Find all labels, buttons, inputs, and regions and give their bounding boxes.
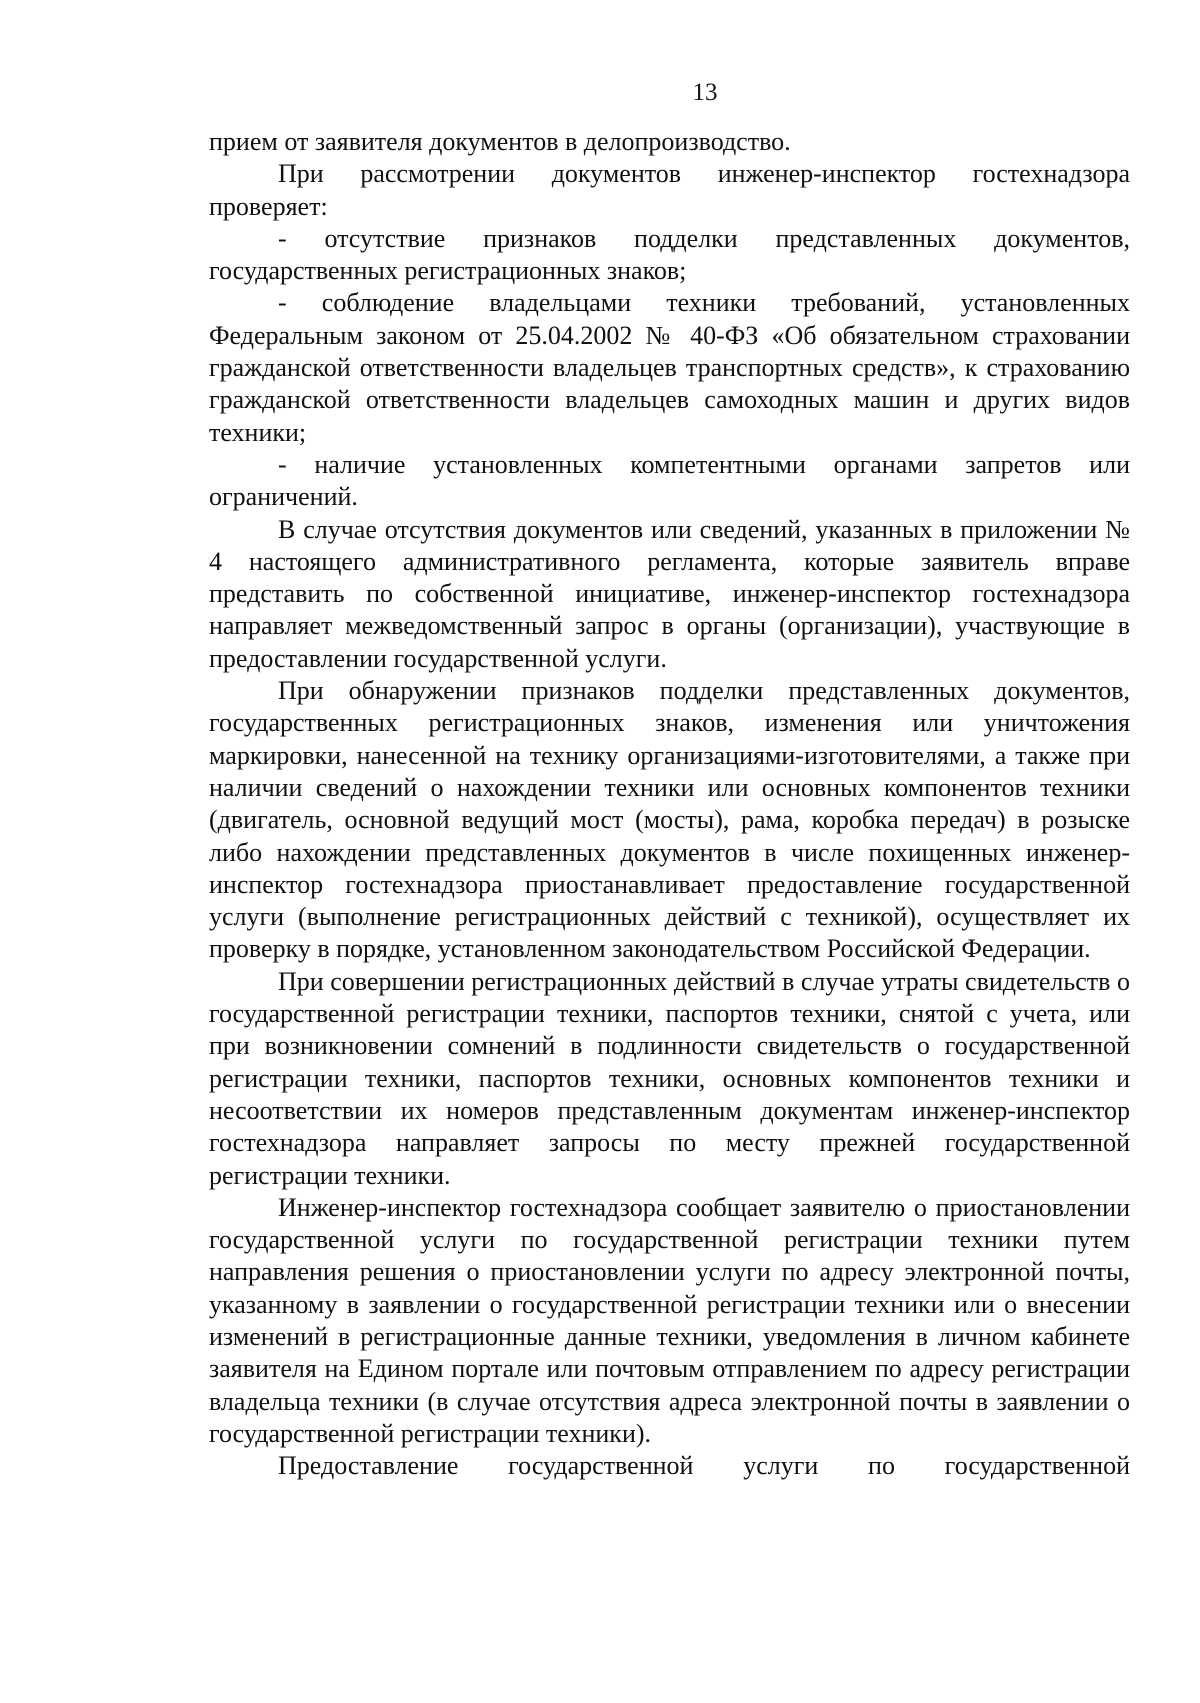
page-number: 13 (692, 79, 718, 106)
paragraph: Предоставление государственной услуги по государственной (278, 1451, 1130, 1481)
list-item: - отсутствие признаков подделки представленных документов, государственных регистрационных знаков; (209, 223, 1130, 286)
paragraph: При рассмотрении документов инженер-инспектор гостехнадзора проверяет: (209, 159, 1130, 221)
paragraph: В случае отсутствия документов или сведений, указанных в приложении № 4 настоящего административного регламента, которые заявитель вправе представить по собственной инициативе, инженер-инспектор гостехнадзора направляет межведомственный запрос в органы (организации), участвующие в предоставлении государственной услуги. (209, 514, 1130, 673)
document-body (209, 126, 1130, 1482)
list-item: - соблюдение владельцами техники требований, установленных Федеральным законом от 25.04.2002 № 40-ФЗ «Об обязательном страховании гражданской ответственности владельцев транспортных средств», к страхованию гражданской ответственности владельцев самоходных машин и других видов техники; (209, 288, 1130, 447)
paragraph: прием от заявителя документов в делопроизводство. (209, 127, 791, 156)
paragraph: При обнаружении признаков подделки представленных документов, государственных регистрационных знаков, изменения или уничтожения маркировки, нанесенной на технику организациями-изготовителями, а также при наличии сведений о нахождении техники или основных компонентов техники (двигатель, основной ведущий мост (мосты), рама, коробка передач) в розыске либо нахождении представленных документов в числе похищенных инженер-инспектор гостехнадзора приостанавливает предоставление государственной услуги (выполнение регистрационных действий с техникой), осуществляет их проверку в порядке, установленном законодательством Российской Федерации. (209, 676, 1130, 964)
paragraph: При совершении регистрационных действий в случае утраты свидетельств о государственной регистрации техники, паспортов техники, снятой с учета, или при возникновении сомнений в подлинности свидетельств о государственной регистрации техники, паспортов техники, основных компонентов техники и несоответствии их номеров представленным документам инженер-инспектор гостехнадзора направляет запросы по месту прежней государственной регистрации техники. (209, 966, 1130, 1190)
paragraph: Инженер-инспектор гостехнадзора сообщает заявителю о приостановлении государственной услуги по государственной регистрации техники путем направления решения о приостановлении услуги по адресу электронной почты, указанному в заявлении о государственной регистрации техники или о внесении изменений в регистрационные данные техники, уведомления в личном кабинете заявителя на Едином портале или почтовым отправлением по адресу регистрации владельца техники (в случае отсутствия адреса электронной почты в заявлении о государственной регистрации техники). (209, 1192, 1130, 1448)
list-item: - наличие установленных компетентными органами запретов или ограничений. (209, 449, 1130, 512)
